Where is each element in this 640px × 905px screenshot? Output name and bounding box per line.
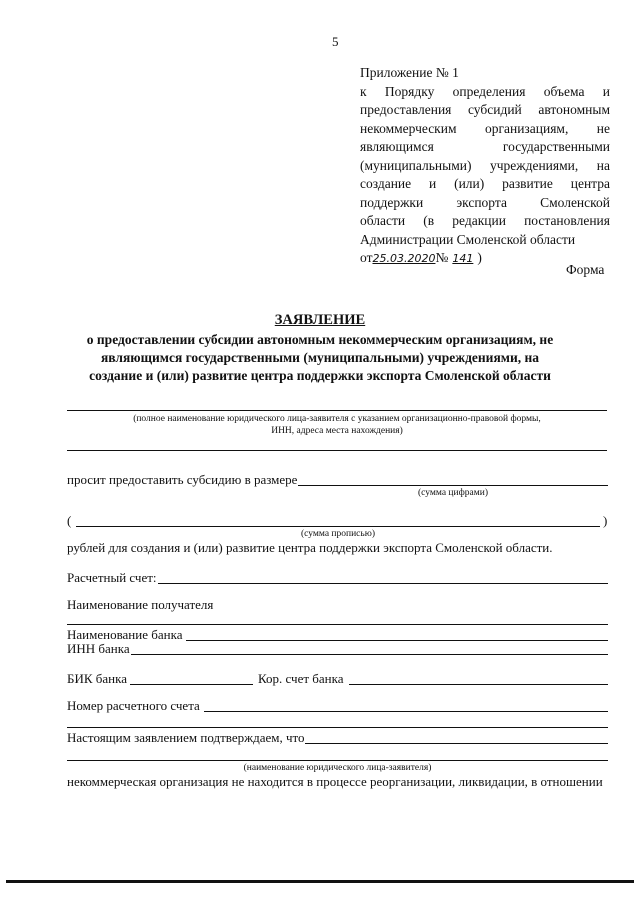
entity-caption: (наименование юридического лица-заявителя): [243, 763, 432, 773]
bank-bik-label: БИК банка: [67, 671, 128, 686]
close-paren: ): [603, 513, 608, 528]
amount-digits-line[interactable]: [298, 485, 608, 486]
bank-name-label: Наименование банка: [67, 627, 183, 642]
page-number: 5: [332, 34, 339, 49]
amount-words-line[interactable]: [76, 526, 600, 527]
appendix-line: являющимся государственными: [360, 139, 610, 154]
applicant-name-line-2[interactable]: [67, 450, 607, 451]
document-subtitle: [20, 331, 620, 385]
appendix-block: [360, 64, 610, 269]
settlement-account-line[interactable]: [158, 583, 608, 584]
subtitle-line: являющимся государственными (муниципальными) учреждениями, на: [100, 350, 539, 365]
confirmation-text: Настоящим заявлением подтверждаем, что: [67, 730, 305, 745]
handwritten-number: 141: [452, 252, 474, 265]
account-number-label: Номер расчетного счета: [67, 698, 200, 713]
recipient-name-label: Наименование получателя: [67, 597, 214, 612]
applicant-caption-1: (полное наименование юридического лица-заявителя с указанием организационно-правовой формы,: [133, 414, 541, 424]
corr-account-line[interactable]: [349, 684, 608, 685]
amount-digits-caption: (сумма цифрами): [418, 488, 488, 498]
amount-words-caption: (сумма прописью): [301, 529, 375, 539]
bottom-rule: [6, 880, 634, 883]
appendix-line: (муниципальными) учреждениями, на: [360, 157, 610, 173]
final-text: некоммерческая организация не находится в процессе реорганизации, ликвидации, в отношении: [67, 774, 603, 789]
bank-name-line[interactable]: [186, 640, 608, 641]
appendix-line: Администрации Смоленской области: [360, 231, 576, 247]
form-label: Форма: [566, 262, 605, 277]
handwritten-date: 25.03.2020: [372, 252, 436, 265]
entity-name-line-2[interactable]: [67, 760, 608, 761]
bank-inn-label: ИНН банка: [67, 641, 130, 656]
account-number-line-2[interactable]: [67, 727, 608, 728]
purpose-text: рублей для создания и (или) развитие центра поддержки экспорта Смоленской области.: [67, 540, 553, 555]
appendix-line: некоммерческим организациям, не: [360, 120, 610, 136]
appendix-line: к Порядку определения объема и: [360, 83, 610, 99]
appendix-title: Приложение № 1: [360, 65, 459, 80]
from-prefix: от: [360, 250, 373, 265]
subtitle-line: создание и (или) развитие центра поддержки экспорта Смоленской области: [89, 368, 551, 383]
subtitle-line: о предоставлении субсидии автономным некоммерческим организациям, не: [86, 332, 554, 347]
appendix-line: области (в редакции постановления: [360, 213, 610, 228]
document-title: ЗАЯВЛЕНИЕ: [274, 312, 366, 328]
settlement-account-label: Расчетный счет:: [67, 570, 157, 585]
bank-inn-line[interactable]: [131, 654, 608, 655]
subsidy-request-label: просит предоставить субсидию в размере: [67, 472, 298, 487]
entity-name-line[interactable]: [305, 743, 608, 744]
account-number-line[interactable]: [204, 711, 608, 712]
recipient-name-line[interactable]: [67, 624, 608, 625]
appendix-line: создание и (или) развитие центра: [360, 176, 610, 191]
open-paren: (: [67, 513, 72, 528]
appendix-line: поддержки экспорта Смоленской: [360, 194, 610, 210]
corr-account-label: Кор. счет банка: [258, 671, 344, 686]
bank-bik-line[interactable]: [130, 684, 253, 685]
number-label: №: [435, 250, 449, 265]
applicant-name-line[interactable]: [67, 410, 607, 411]
appendix-line: предоставления субсидий автономным: [360, 102, 610, 117]
applicant-caption-2: ИНН, адреса места нахождения): [271, 426, 403, 436]
closing-paren: ): [477, 250, 482, 265]
